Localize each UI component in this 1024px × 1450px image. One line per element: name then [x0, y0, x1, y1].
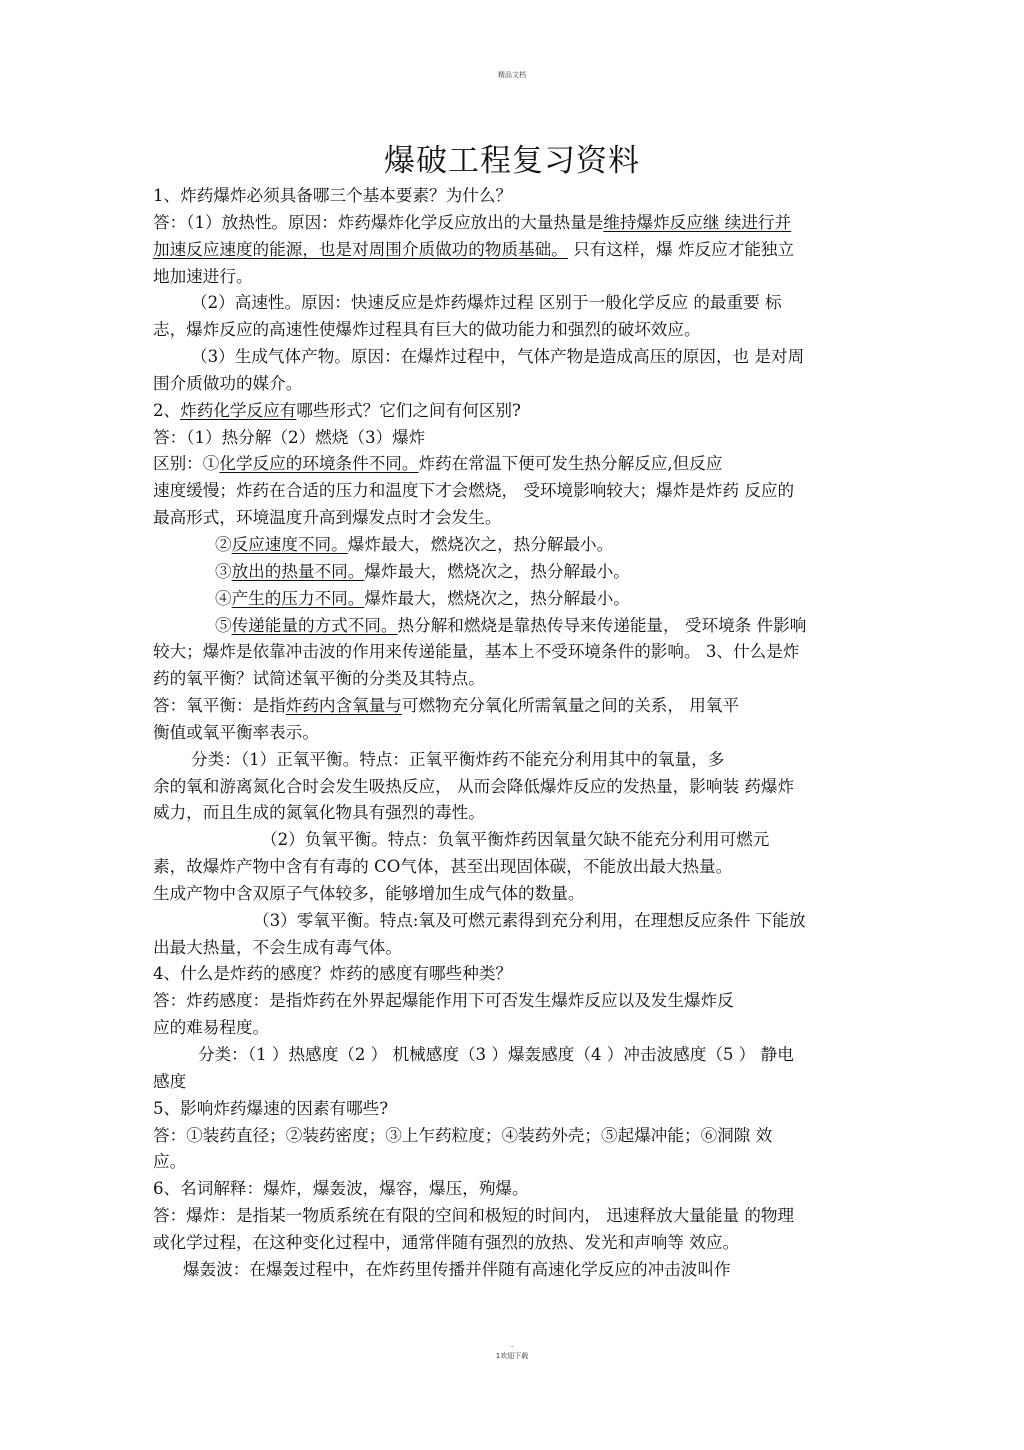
text-span: 爆炸最大，燃烧次之，热分解最小。	[347, 534, 614, 554]
text-line	[153, 425, 875, 452]
underlined-text: 传递能量的方式不同。	[231, 615, 398, 635]
text-line	[153, 451, 875, 478]
text-line	[153, 398, 875, 425]
text-line	[153, 532, 875, 559]
text-line	[153, 1149, 875, 1176]
text-line	[153, 1069, 875, 1096]
text-line	[153, 854, 875, 881]
underlined-text: 维持爆炸反应继 续进行并	[603, 212, 792, 232]
text-span: 1、炸药爆炸必须具备哪三个基本要素？为什么？	[153, 186, 513, 205]
text-span: 答：（1）热分解（2）燃烧（3）爆炸	[153, 427, 426, 447]
text-line	[153, 747, 875, 774]
text-line	[153, 1176, 875, 1203]
underlined-text: 反应速度不同。	[231, 534, 348, 554]
text-line	[153, 264, 875, 291]
text-span: 热分解和燃烧是靠热传导来传递能量， 受环境条 件影响	[397, 615, 807, 635]
text-line	[153, 1123, 875, 1150]
text-span: 威力，而且生成的氮氧化物具有强烈的毒性。	[153, 803, 485, 823]
text-line	[153, 1203, 875, 1230]
text-span: （2）负氧平衡。特点：负氧平衡炸药因氧量欠缺不能充分利用可燃元	[261, 830, 770, 850]
text-line	[153, 237, 875, 264]
text-span: 爆炸最大，燃烧次之，热分解最小。	[364, 561, 630, 581]
text-span: 爆炸最大，燃烧次之，热分解最小。	[364, 588, 630, 608]
text-line	[153, 1230, 875, 1257]
text-line	[153, 317, 875, 344]
text-line	[153, 827, 875, 854]
text-span: 只有这样，爆 炸反应才能独立	[567, 239, 795, 259]
text-span: 应。	[153, 1152, 187, 1172]
text-span: 2、	[153, 400, 181, 420]
text-line	[153, 1096, 875, 1123]
text-span: 志，爆炸反应的高速性使爆炸过程具有巨大的做功能力和强烈的破坏效应。	[153, 320, 701, 340]
text-line	[153, 290, 875, 317]
text-span: 答：爆炸：是指某一物质系统在有限的空间和极短的时间内， 迅速释放大量能量 的物理	[153, 1206, 795, 1226]
text-line	[153, 774, 875, 801]
underlined-text: 加速反应速度的能源，也是对周围介质做功的物质基础。	[153, 239, 568, 259]
text-span: 余的氧和游离氮化合时会发生吸热反应， 从而会降低爆炸反应的发热量，影响装 药爆炸	[153, 776, 795, 796]
text-line	[153, 1042, 875, 1069]
underlined-text: 化学反应的环境条件不同。	[219, 454, 419, 474]
text-line	[153, 693, 875, 720]
text-line	[153, 881, 875, 908]
text-line	[153, 935, 875, 962]
text-span: 较大；爆炸是依靠冲击波的作用来传递能量，基本上不受环境条件的影响。 3、什么是炸	[153, 642, 800, 662]
page-footer	[0, 1340, 1024, 1361]
text-span: （2）高速性。原因：快速反应是炸药爆炸过程 区别于一般化学反应 的最重要 标	[191, 293, 782, 313]
text-line	[153, 961, 875, 988]
text-line	[153, 666, 875, 693]
underlined-text: 炸药内含氧量与	[285, 696, 402, 716]
text-span: 4、什么是炸药的感度？炸药的感度有哪些种类？	[153, 964, 513, 984]
text-span: 哪些形式？它们之间有何区别?	[296, 400, 521, 420]
footer-dot: .	[510, 1340, 514, 1349]
text-span: 炸药在常温下便可发生热分解反应,但反应	[418, 454, 723, 474]
text-line	[153, 800, 875, 827]
text-span: 速度缓慢；炸药在合适的压力和温度下才会燃烧， 受环境影响较大；爆炸是炸药 反应的	[153, 481, 795, 501]
text-line	[153, 720, 875, 747]
text-span: 可燃物充分氧化所需氧量之间的关系， 用氧平	[401, 696, 740, 716]
text-span: 5、影响炸药爆速的因素有哪些?	[153, 1098, 389, 1118]
text-span: 分类：（1）正氧平衡。特点：正氧平衡炸药不能充分利用其中的氧量，多	[191, 749, 725, 769]
text-line	[153, 344, 875, 371]
text-span: 答：①装药直径；②装药密度；③上乍药粒度；④装药外壳；⑤起爆冲能；⑥洞隙 效	[153, 1125, 773, 1145]
text-line	[153, 586, 875, 613]
text-span: ④	[215, 588, 232, 608]
text-line	[153, 908, 875, 935]
text-span: ②	[215, 534, 232, 554]
text-span: 6、名词解释：爆炸，爆轰波，爆容，爆压，殉爆。	[153, 1179, 529, 1199]
text-span: 答：氧平衡：是指	[153, 696, 286, 716]
text-span: 应的难易程度。	[153, 1018, 270, 1038]
text-span: 答：（1）放热性。原因：炸药爆炸化学反应放出的大量热量是	[153, 212, 604, 232]
text-span: 素，故爆炸产物中含有有毒的 CO气体，甚至出现固体碳，不能放出最大热量。	[153, 857, 733, 877]
text-span: 或化学过程，在这种变化过程中，通常伴随有强烈的放热、发光和声响等 效应。	[153, 1232, 740, 1252]
text-span: 地加速进行。	[153, 266, 253, 286]
underlined-text: 放出的热量不同。	[231, 561, 365, 581]
text-span: 围介质做功的媒介。	[153, 373, 303, 393]
text-span: （3）零氧平衡。特点:氧及可燃元素得到充分利用，在理想反应条件 下能放	[253, 910, 806, 930]
text-span: 爆轰波：在爆轰过程中，在炸药里传播并伴随有高速化学反应的冲击波叫作	[183, 1259, 731, 1279]
text-line	[153, 639, 875, 666]
text-line	[153, 210, 875, 237]
text-line	[153, 371, 875, 398]
footer-text: 1欢迎下载	[495, 1352, 529, 1360]
text-span: 生成产物中含双原子气体较多，能够增加生成气体的数量。	[153, 883, 585, 903]
text-line	[153, 478, 875, 505]
text-span: ⑤	[215, 615, 232, 635]
text-span: 衡值或氧平衡率表示。	[153, 722, 319, 742]
text-span: ③	[215, 561, 232, 581]
underlined-text: 炸药化学反应有	[180, 400, 297, 420]
text-line	[153, 559, 875, 586]
underlined-text: 产生的压力不同。	[231, 588, 365, 608]
text-line	[153, 613, 875, 640]
text-span: 答：炸药感度：是指炸药在外界起爆能作用下可否发生爆炸反应以及发生爆炸反	[153, 991, 734, 1011]
text-line	[153, 988, 875, 1015]
text-span: 分类：（1 ）热感度（2 ） 机械感度（3 ）爆轰感度（4 ）冲击波感度（5 ） 静电	[198, 1045, 794, 1064]
page-header: 精品文档	[498, 71, 526, 79]
text-span: 出最大热量，不会生成有毒气体。	[153, 937, 402, 957]
text-line	[153, 183, 875, 210]
text-span: 感度	[153, 1071, 187, 1091]
document-title: 爆破工程复习资料	[384, 143, 640, 179]
text-span: （3）生成气体产物。原因：在爆炸过程中，气体产物是造成高压的原因，也 是对周	[191, 347, 805, 367]
text-line	[153, 1015, 875, 1042]
text-span: 最高形式，环境温度升高到爆发点时才会发生。	[153, 508, 502, 528]
text-span: 药的氧平衡？试简述氧平衡的分类及其特点。	[153, 669, 485, 689]
text-line	[153, 1257, 875, 1284]
text-span: 区别：①	[153, 454, 220, 474]
document-body	[153, 183, 875, 1284]
text-line	[153, 505, 875, 532]
